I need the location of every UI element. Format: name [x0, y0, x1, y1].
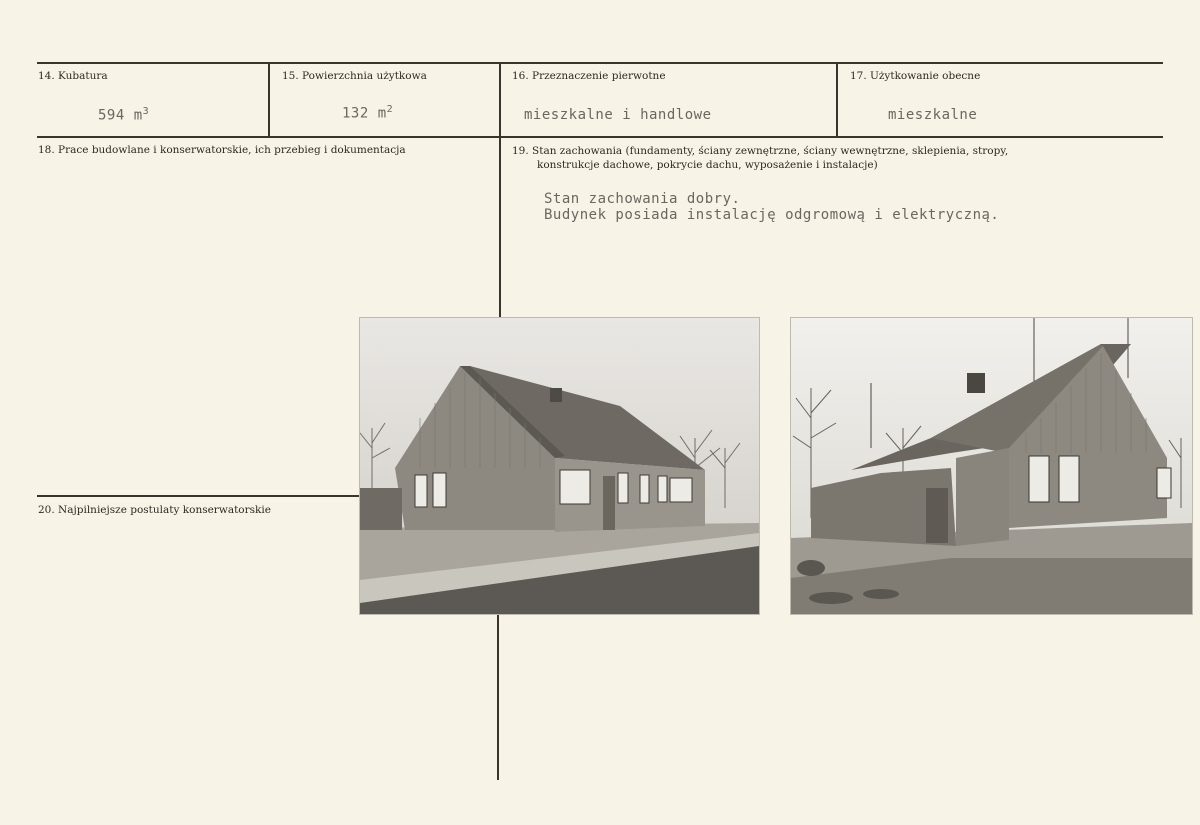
field-15-label: 15. Powierzchnia użytkowa	[282, 70, 427, 82]
divider-18-19-upper	[499, 137, 501, 317]
field-19-text-line2: Budynek posiada instalację odgromową i elektryczną.	[544, 207, 1000, 223]
field-14-unit-exponent: 3	[142, 106, 150, 117]
divider-16-17	[836, 63, 838, 136]
field-15-value-text: 132 m	[342, 105, 387, 122]
field-17-value: mieszkalne	[888, 107, 978, 123]
divider-15-16	[499, 63, 501, 136]
field-17-label: 17. Użytkowanie obecne	[850, 70, 981, 82]
field-16-label: 16. Przeznaczenie pierwotne	[512, 70, 666, 82]
field-14-value-text: 594 m	[98, 107, 143, 124]
section-20-rule	[37, 495, 359, 497]
field-20-label: 20. Najpilniejsze postulaty konserwatorskie	[38, 504, 271, 516]
field-15-value	[342, 104, 393, 122]
field-19-label-line1: 19. Stan zachowania (fundamenty, ściany zewnętrzne, ściany wewnętrzne, sklepienia, stropy,	[512, 145, 1009, 157]
field-16-value: mieszkalne i handlowe	[524, 107, 712, 123]
building-photo-front-image	[360, 318, 759, 614]
field-14-label: 14. Kubatura	[38, 70, 108, 82]
field-14-value	[98, 106, 149, 124]
field-19-label-line2: konstrukcje dachowe, pokrycie dachu, wyposażenie i instalacje)	[537, 159, 878, 171]
field-18-label: 18. Prace budowlane i konserwatorskie, ich przebieg i dokumentacja	[38, 144, 406, 156]
field-15-unit-exponent: 2	[386, 104, 394, 115]
field-19-text-line1: Stan zachowania dobry.	[544, 191, 741, 207]
header-bottom-rule	[37, 136, 1163, 138]
building-photo-front	[359, 317, 760, 615]
building-photo-rear-image	[791, 318, 1192, 614]
divider-lower	[497, 614, 499, 780]
top-rule	[37, 62, 1163, 64]
building-photo-rear	[790, 317, 1193, 615]
divider-14-15	[268, 63, 270, 136]
